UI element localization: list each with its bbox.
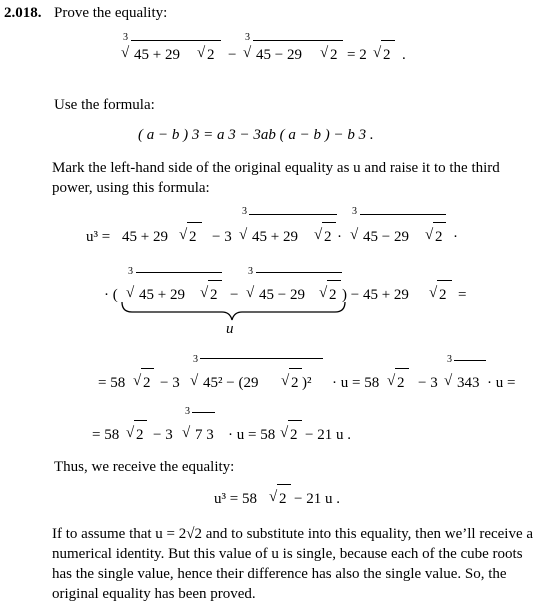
brace-label: u: [226, 321, 234, 337]
cube-index: 3: [447, 354, 452, 365]
cube-index: 3: [193, 354, 198, 365]
problem-number: 2.018.: [4, 5, 42, 21]
cube-index: 3: [123, 32, 128, 43]
radicand: )²: [302, 375, 312, 391]
conclusion-paragraph: If to assume that u = 2√2 and to substitute into this equality, then we’ll receive a numerical identity. But this value of u is single, because each of the cube roots has the single value, hence their difference has also the single value. So, the original equality has been proved.: [52, 526, 534, 602]
radicand: 2: [143, 375, 151, 391]
radical-sign: √: [425, 227, 434, 243]
term: − 3: [418, 375, 438, 391]
cube-index: 3: [128, 266, 133, 277]
radical-sign: √: [350, 227, 359, 243]
term: − 21 u .: [294, 491, 340, 507]
term: − 21 u .: [305, 427, 351, 443]
term: · u = 58: [228, 427, 276, 443]
radicand: 2: [435, 229, 443, 245]
radical-sign: √: [319, 285, 328, 301]
term: u³ = 58: [214, 491, 257, 507]
radicand: 45 + 29: [139, 287, 185, 303]
radicand: 2: [329, 287, 337, 303]
close-paren: ) − 45 + 29: [342, 287, 409, 303]
radicand: 2: [397, 375, 405, 391]
radicand: 45 + 29: [134, 47, 180, 63]
cube-index: 3: [185, 406, 190, 417]
equals-rhs: = 2: [347, 47, 367, 63]
underbrace-path: [122, 302, 345, 320]
radicand: 2: [383, 47, 391, 63]
radicand: 45 + 29: [252, 229, 298, 245]
radical-sign: √: [197, 45, 206, 61]
term: · u = 58: [332, 375, 380, 391]
radical-sign: √: [320, 45, 329, 61]
radical-sign: √: [387, 373, 396, 389]
open-paren: · (: [104, 287, 118, 303]
radicand: 2: [279, 491, 287, 507]
radical-sign: √: [314, 227, 323, 243]
radicand: 2: [324, 229, 332, 245]
radicand: 45² − (29: [203, 375, 259, 391]
radical-sign: √: [179, 227, 188, 243]
radicand: 2: [210, 287, 218, 303]
radicand: 2: [207, 47, 215, 63]
radicand: 45 − 29: [259, 287, 305, 303]
minus-sign: −: [230, 287, 239, 303]
radicand: 45 − 29: [363, 229, 409, 245]
term: 45 + 29: [122, 229, 168, 245]
term: − 3: [160, 375, 180, 391]
term: = 58: [92, 427, 120, 443]
radical-sign: √: [429, 285, 438, 301]
term: − 3: [212, 229, 232, 245]
radical-sign: √: [200, 285, 209, 301]
radicand: 2: [291, 375, 299, 391]
minus-sign: −: [228, 47, 237, 63]
radical-sign: √: [243, 45, 252, 61]
radical-sign: √: [246, 285, 255, 301]
radical-sign: √: [126, 285, 135, 301]
dot: ·: [453, 229, 458, 245]
radical-sign: √: [239, 227, 248, 243]
radical-sign: √: [190, 373, 199, 389]
term: · u =: [487, 375, 516, 391]
radicand: 343: [457, 375, 480, 391]
radicand: 45 − 29: [256, 47, 302, 63]
radicand: 2: [439, 287, 447, 303]
radical-sign: √: [373, 45, 382, 61]
radical-sign: √: [269, 489, 278, 505]
mark-paragraph: Mark the left-hand side of the original equality as u and raise it to the third power, using this formula:: [52, 160, 500, 196]
radical-sign: √: [126, 425, 135, 441]
thus-text: Thus, we receive the equality:: [54, 459, 235, 475]
lhs: u³ =: [86, 229, 111, 245]
radical-sign: √: [281, 373, 290, 389]
radicand: 2: [136, 427, 144, 443]
cube-index: 3: [352, 206, 357, 217]
problem-statement: Prove the equality:: [54, 5, 168, 21]
dot: ·: [337, 229, 342, 245]
radical-sign: √: [182, 425, 191, 441]
radical-sign: √: [444, 373, 453, 389]
equals-sign: =: [458, 287, 467, 303]
radical-sign: √: [280, 425, 289, 441]
term: − 3: [153, 427, 173, 443]
radicand: 2: [330, 47, 338, 63]
radicand: 7 3: [195, 427, 214, 443]
radical-sign: √: [121, 45, 130, 61]
formula-intro: Use the formula:: [54, 97, 155, 113]
cube-index: 3: [248, 266, 253, 277]
period: .: [402, 47, 406, 63]
cube-formula: ( a − b ) 3 = a 3 − 3ab ( a − b ) − b 3 .: [138, 127, 374, 143]
radical-sign: √: [133, 373, 142, 389]
cube-index: 3: [242, 206, 247, 217]
radicand: 2: [290, 427, 298, 443]
radicand: 2: [189, 229, 197, 245]
cube-index: 3: [245, 32, 250, 43]
term: = 58: [98, 375, 126, 391]
